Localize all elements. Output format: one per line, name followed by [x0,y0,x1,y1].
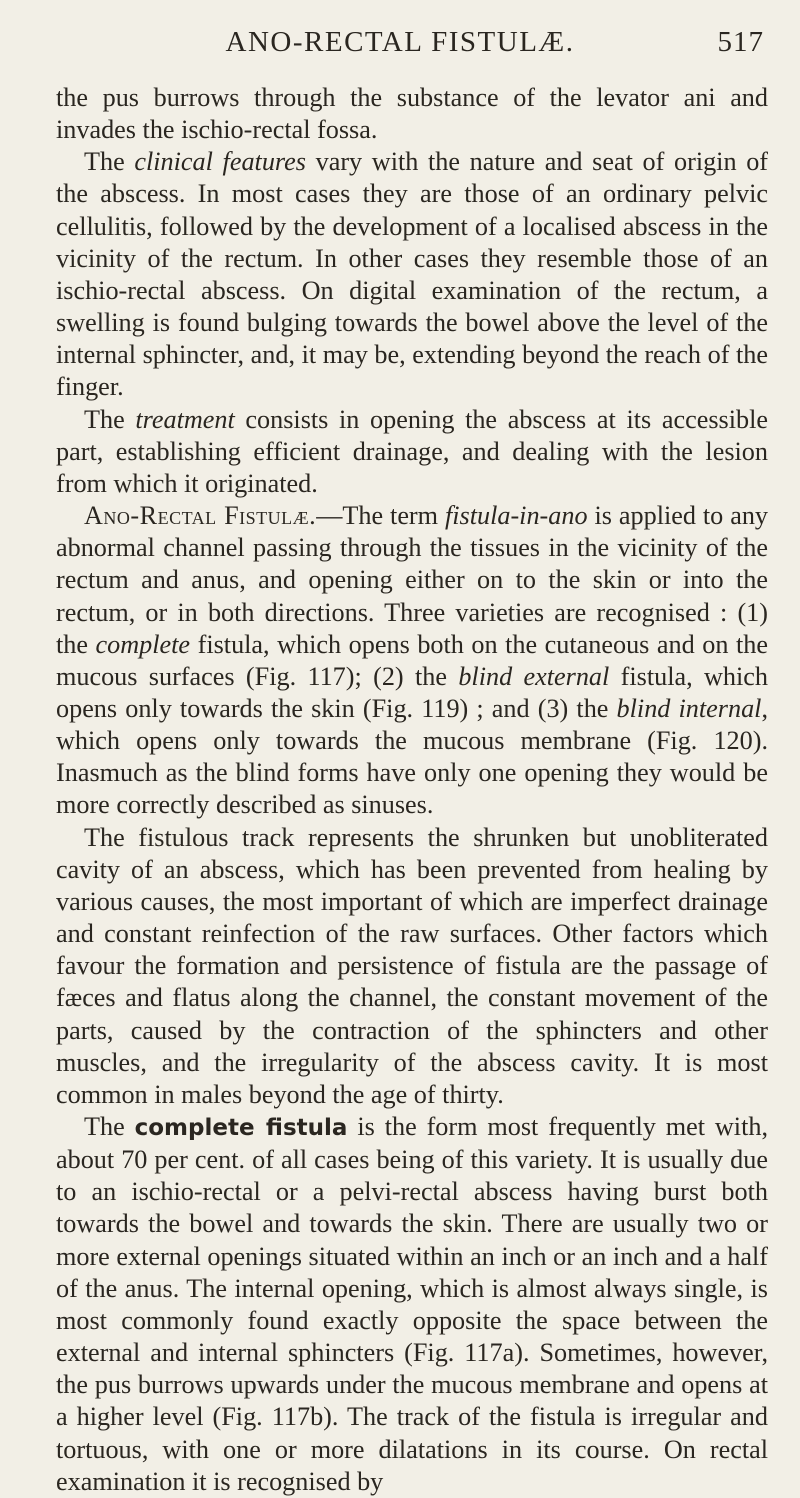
text-run: vary with the nature and seat of origin of the abscess. In most cases they are those of an ordinary pelvic cellulitis, followed by the development of a localised abscess in the vicinity of the rectum. In other cases they resemble those of an ischio-rectal abscess. On digital examination of the rectum, a swelling is found bulging towards the bowel above the level of the internal sphincter, and, it may be, extending beyond the reach of the finger. [56,147,769,402]
paragraph-text: the pus burrows through the substance of the levator ani and invades the ischio-rectal fossa. [56,83,768,145]
page-header [0,26,800,66]
paragraph-fistulous-track [56,822,768,1111]
emphasis-term: treatment [135,404,235,434]
text-run: The [84,1112,135,1141]
emphasis-term: complete [95,629,191,659]
running-title: ANO-RECTAL FISTULÆ. [225,26,575,58]
emphasis-term: fistula-in-ano [444,501,588,531]
text-run: is the form most frequently met with, about 70 per cent. of all cases being of this variety. It is usually due to an ischio-rectal or a pelvi-rectal abscess having burst both towards the bowel and towards the skin. There are usually two or more external openings situated within an inch or an inch and a half of the anus. The internal opening, which is almost always single, is most commonly found exactly opposite the space between the external and internal sphincters (Fig. 117a). Sometimes, however, the pus burrows upwards under the mucous membrane and opens at a higher level (Fig. 117b). The track of the fistula is irregular and tortuous, with one or more dilatations in its course. On rectal examination it is recognised by [56,1112,769,1496]
paragraph-ano-rectal-fistulae [56,500,768,822]
section-heading: Ano-Rectal Fistulæ. [84,501,317,531]
emphasis-term: blind external [458,661,610,691]
paragraph-continuation [56,82,768,146]
text-run: —The term [316,501,445,531]
text-run: consists in opening the abscess at its accessible part, establishing efficient drainage, and dealing with the lesion from which it originated. [56,404,768,498]
text-run: , which opens only towards the mucous membrane (Fig. 120). Inasmuch as the blind forms have only one opening they would be more correctly described as sinuses. [56,693,768,820]
text-run: fistula, which opens both on the cutaneous and on the mucous surfaces (Fig. 117); (2) the [56,629,768,691]
body-text [56,82,768,1498]
paragraph-text: The fistulous track represents the shrunken but unobliterated cavity of an abscess, which has been prevented from healing by various causes, the most important of which are imperfect drainage and constant reinfection of the raw surfaces. Other factors which favour the formation and persistence of fistula are the passage of fæces and flatus along the channel, the constant movement of the parts, caused by the contraction of the sphincters and other muscles, and the irregularity of the abscess cavity. It is most common in males beyond the age of thirty. [56,822,768,1109]
text-run: The [84,404,136,434]
paragraph-treatment [56,404,768,500]
text-run: The [84,147,135,177]
text-run: is applied to any abnormal channel passing through the tissues in the vicinity of the rectum and anus, and opening either on to the skin or into the rectum, or in both directions. Three varieties are recognised : (1) the [56,501,769,659]
bold-term: complete fistula [134,1115,348,1141]
text-run: fistula, which opens only towards the skin (Fig. 119) ; and (3) the [56,661,768,723]
paragraph-clinical-features [56,146,768,403]
paragraph-complete-fistula [56,1111,768,1498]
page-number: 517 [717,26,764,58]
emphasis-term: clinical features [134,147,306,177]
emphasis-term: blind internal [616,693,762,723]
